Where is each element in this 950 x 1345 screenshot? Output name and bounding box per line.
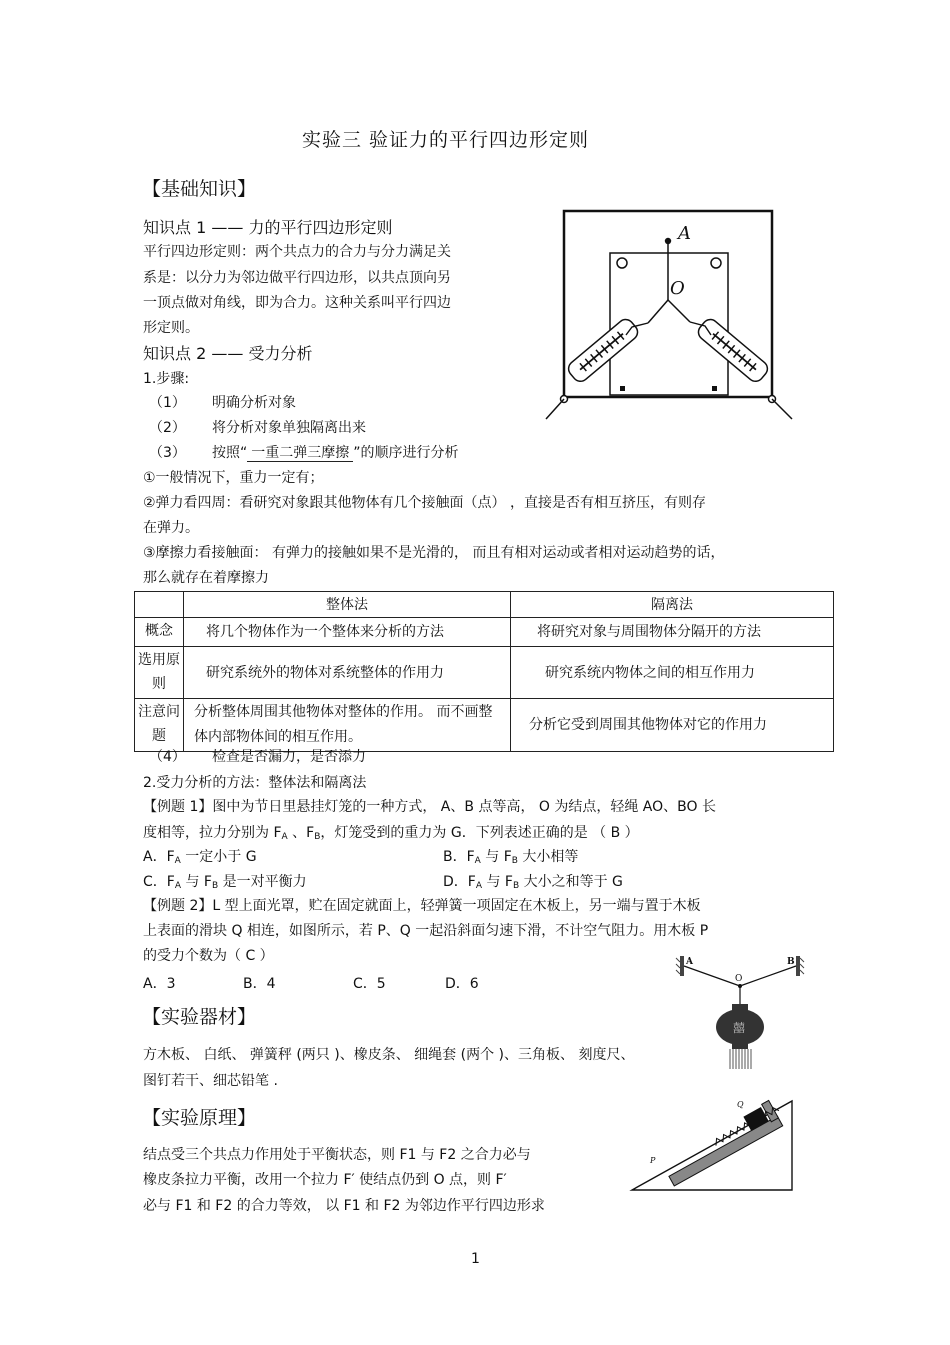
label-o: O [670,278,685,299]
kp1-line: 系是：以分力为邻边做平行四边形，以共点顶向另 [143,270,451,286]
table-header-cell: 隔离法 [511,592,834,618]
table-row [135,699,834,752]
label-p: P [650,1156,656,1165]
label-b: B [787,957,795,967]
method-comparison-table [134,591,834,752]
label-q: Q [737,1100,744,1109]
example2-option: B．4 [243,976,276,992]
step-number: （2） [149,420,186,436]
table-cell: 分析它受到周围其他物体对它的作用力 [511,699,834,752]
kp1-line: 平行四边形定则：两个共点力的合力与分力满足关 [143,244,451,260]
pin-icon [711,258,721,268]
label-o: O [735,974,743,984]
pin-icon [617,258,627,268]
kp2-heading: 知识点 2 —— 受力分析 [143,344,313,363]
section-principle: 【实验原理】 [142,1107,257,1129]
principle-line: 橡皮条拉力平衡，改用一个拉力 F′ 使结点仍到 O 点，则 F′ [143,1172,507,1188]
underlined-phrase: 一重二弹三摩擦 [247,445,353,462]
table-cell: 将研究对象与周围物体分隔开的方法 [511,618,834,647]
force-board-figure [540,205,800,425]
row-label: 概念 [135,618,184,647]
page-number: 1 [471,1251,480,1267]
example1-option-b: B．$F_A$ 与 $F_B$ 大小相等 [443,849,579,866]
step-number: （3） [149,445,186,461]
step-number: （1） [149,395,186,411]
incline-figure [626,1095,798,1195]
table-header-cell: 整体法 [184,592,511,618]
note-line: 在弹力。 [143,520,199,536]
label-a: A [686,957,693,967]
step-text: 将分析对象单独隔离出来 [212,420,366,436]
example1-option-a: A．$F_A$ 一定小于 G [143,849,257,866]
example2-option: D．6 [445,976,479,992]
lantern-character: 囍 [733,1021,746,1035]
page-title: 实验三 验证力的平行四边形定则 [302,129,590,151]
board-p [660,1098,786,1185]
step-text: 检查是否漏力，是否添力 [212,749,366,765]
lantern-figure [672,950,812,1075]
table-cell: 研究系统外的物体对系统整体的作用力 [184,646,511,699]
example2-option: A．3 [143,976,176,992]
method-title: 2.受力分析的方法：整体法和隔离法 [143,775,367,791]
row-label: 注意问题 [135,699,184,752]
table-row [135,646,834,699]
equipment-line: 方木板、 白纸、 弹簧秤 (两只 )、橡皮条、 细绳套 (两个 )、三角板、 刻度尺、 [143,1047,635,1063]
kp1-heading: 知识点 1 —— 力的平行四边形定则 [143,218,393,237]
point-a-dot [665,238,671,244]
spring-scale-left [565,316,640,384]
step-number: （4） [149,749,186,765]
table-cell: 将几个物体作为一个整体来分析的方法 [184,618,511,647]
example2-line: 的受力个数为（ C ） [143,948,274,964]
kp1-line: 一顶点做对角线，即为合力。这种关系叫平行四边 [143,295,451,311]
kp1-line: 形定则。 [143,320,199,336]
note-line: 那么就存在着摩擦力 [143,570,269,586]
table-cell: 分析整体周围其他物体对整体的作用。 而不画整体内部物体间的相互作用。 [184,699,511,752]
label-a: A [678,223,691,244]
example2-line: 上表面的滑块 Q 相连，如图所示，若 P、Q 一起沿斜面匀速下滑，不计空气阻力。用木板 P [143,923,709,939]
example1-line: 度相等，拉力分别为 $F_A$ 、$F_B$，灯笼受到的重力为 G．下列表述正确的是 （ B ） [143,825,639,842]
example1-option-d: D．$F_A$ 与 $F_B$ 大小之和等于 G [443,874,623,891]
table-cell: 研究系统内物体之间的相互作用力 [511,646,834,699]
principle-line: 结点受三个共点力作用处于平衡状态，则 F1 与 F2 之合力必与 [143,1147,531,1163]
principle-line: 必与 F1 和 F2 的合力等效， 以 F1 和 F2 为邻边作平行四边形求 [143,1198,545,1214]
steps-title: 1.步骤: [143,371,190,387]
row-label: 选用原则 [135,646,184,699]
table-header-row [135,592,834,618]
spring-scale-right [695,316,770,384]
section-basic-knowledge: 【基础知识】 [142,178,257,200]
example1-line: 【例题 1】图中为节日里悬挂灯笼的一种方式， A、B 点等高， O 为结点，轻绳 AO、BO 长 [143,799,716,815]
step-text: 明确分析对象 [212,395,296,411]
example1-option-c: C．$F_A$ 与 $F_B$ 是一对平衡力 [143,874,307,891]
note-line: ②弹力看四周：看研究对象跟其他物体有几个接触面（点） ，直接是否有相互挤压，有则存 [143,495,706,511]
note-line: ①一般情况下，重力一定有； [143,470,324,486]
example2-option: C．5 [353,976,386,992]
section-equipment: 【实验器材】 [142,1006,257,1028]
table-row [135,618,834,647]
step-text: 按照“ 一重二弹三摩擦 ”的顺序进行分析 [212,445,459,461]
table-header-cell [135,592,184,618]
equipment-line: 图钉若干、细芯铅笔 . [143,1073,278,1089]
note-line: ③摩擦力看接触面： 有弹力的接触如果不是光滑的， 而且有相对运动或者相对运动趋势的话， [143,545,725,561]
example2-line: 【例题 2】L 型上面光罩，贮在固定就面上，轻弹簧一项固定在木板上，另一端与置于木板 [143,898,701,914]
